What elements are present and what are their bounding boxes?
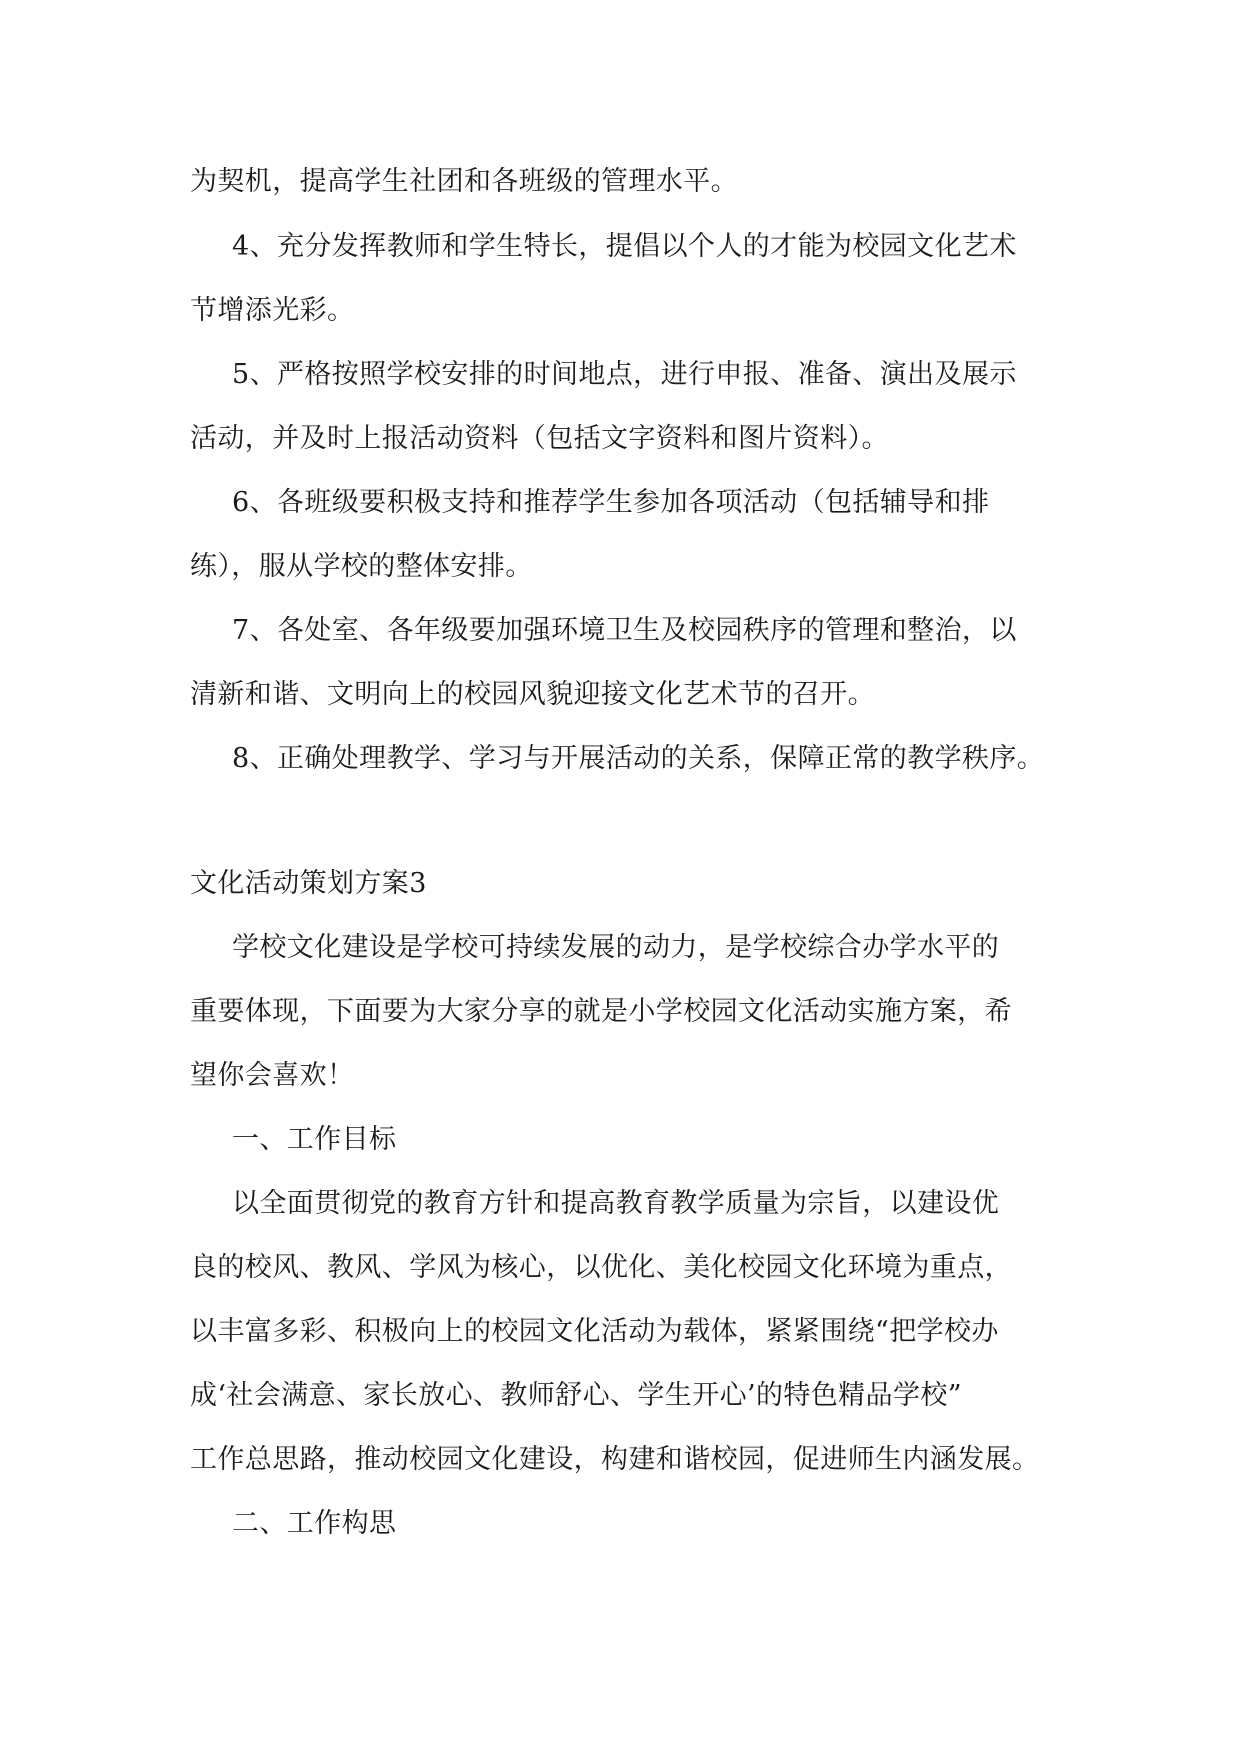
text-line: 清新和谐、文明向上的校园风貌迎接文化艺术节的召开。 [190, 679, 875, 710]
text-line: 为契机，提高学生社团和各班级的管理水平。 [190, 166, 738, 197]
paragraph-line: 工作总思路，推动校园文化建设，构建和谐校园，促进师生内涵发展。 [190, 1444, 1040, 1475]
list-item-5: 5、严格按照学校安排的时间地点，进行申报、准备、演出及展示 [232, 359, 1017, 390]
paragraph-line: 学校文化建设是学校可持续发展的动力，是学校综合办学水平的 [232, 932, 1000, 963]
list-item-4: 4、充分发挥教师和学生特长，提倡以个人的才能为校园文化艺术 [232, 231, 1017, 262]
section-title: 文化活动策划方案3 [190, 868, 427, 899]
text-line: 练），服从学校的整体安排。 [190, 551, 533, 582]
text-line: 节增添光彩。 [190, 295, 355, 326]
list-item-8: 8、正确处理教学、学习与开展活动的关系，保障正常的教学秩序。 [232, 743, 1045, 774]
list-item-6: 6、各班级要积极支持和推荐学生参加各项活动（包括辅导和排 [232, 487, 990, 518]
paragraph-line: 以全面贯彻党的教育方针和提高教育教学质量为宗旨，以建设优 [232, 1188, 1000, 1219]
paragraph-line: 良的校风、教风、学风为核心，以优化、美化校园文化环境为重点， [190, 1252, 1012, 1283]
subheading-concept: 二、工作构思 [232, 1508, 397, 1539]
paragraph-line: 望你会喜欢！ [190, 1060, 355, 1091]
paragraph-line: 以丰富多彩、积极向上的校园文化活动为载体，紧紧围绕“把学校办 [190, 1316, 999, 1347]
text-line: 活动，并及时上报活动资料（包括文字资料和图片资料）。 [190, 423, 889, 454]
paragraph-line: 重要体现，下面要为大家分享的就是小学校园文化活动实施方案，希 [190, 996, 1012, 1027]
subheading-goals: 一、工作目标 [232, 1124, 397, 1155]
paragraph-line: 成‘社会满意、家长放心、教师舒心、学生开心’的特色精品学校” [190, 1380, 962, 1411]
list-item-7: 7、各处室、各年级要加强环境卫生及校园秩序的管理和整治，以 [232, 615, 1017, 646]
